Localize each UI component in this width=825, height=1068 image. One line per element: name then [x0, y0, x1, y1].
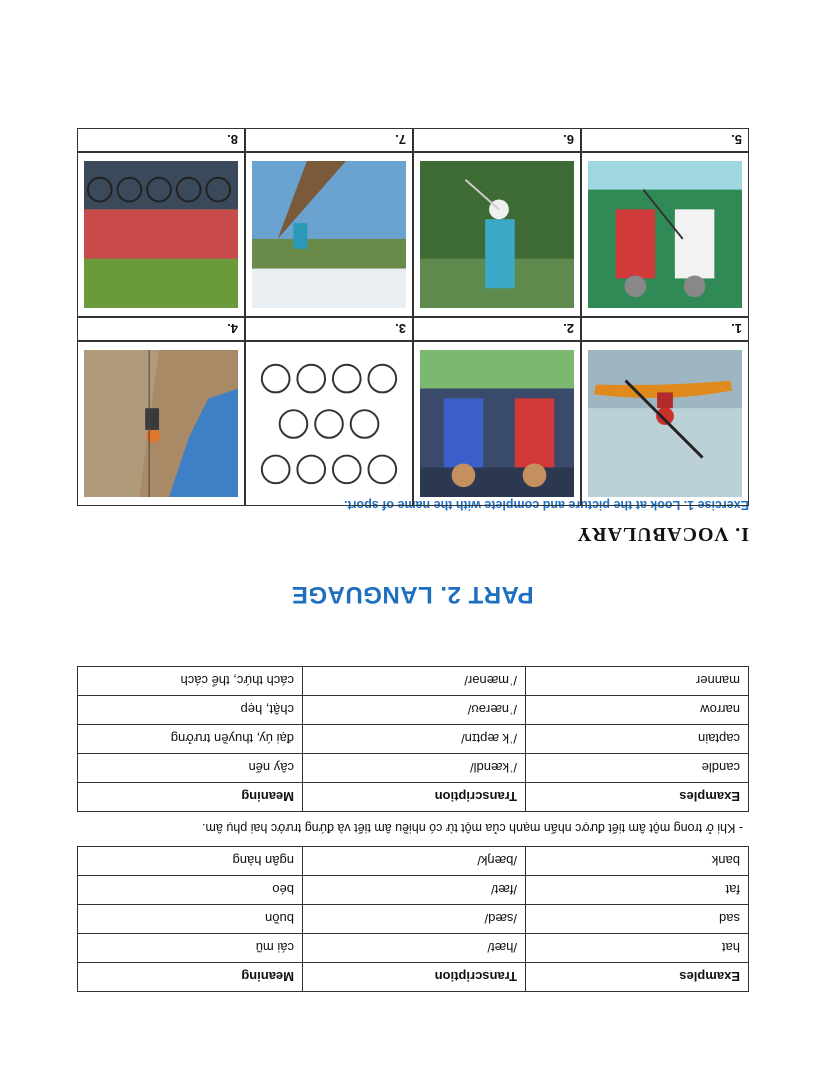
windsurfing-photo — [252, 161, 406, 308]
vocab-table-2 — [77, 666, 749, 812]
table-cell: /bæŋk/ — [303, 847, 526, 876]
column-header: Examples — [526, 963, 749, 992]
column-header: Transcription — [303, 783, 526, 812]
table-cell: manner — [526, 667, 749, 696]
exercise-instruction: Exercise 1. Look at the picture and complete with the name of sport. — [344, 498, 749, 512]
table-header-row — [78, 783, 749, 812]
table-cell: /ˈnærəʊ/ — [303, 696, 526, 725]
cycling-photo — [84, 161, 238, 308]
table-row — [78, 876, 749, 905]
table-row — [78, 754, 749, 783]
table-cell: cây nến — [78, 754, 303, 783]
picture-number: 1. — [581, 317, 749, 341]
table-cell: buồn — [78, 905, 303, 934]
table-row — [78, 905, 749, 934]
golf-photo — [420, 161, 574, 308]
table-row — [78, 934, 749, 963]
table-header-row — [78, 963, 749, 992]
picture-number: 3. — [245, 317, 413, 341]
picture-grid — [77, 130, 749, 506]
picture-number: 4. — [77, 317, 245, 341]
stress-rule-note: - Khi ở trong một âm tiết được nhấn mạnh của một từ có nhiều âm tiết và đứng trước hai phụ âm. — [202, 821, 743, 835]
part-title: PART 2. LANGUAGE — [291, 581, 534, 608]
picture-number: 7. — [245, 128, 413, 152]
section-heading: I. VOCABULARY — [576, 523, 749, 545]
table-row — [78, 725, 749, 754]
climbing-photo — [84, 350, 238, 497]
fencing-photo — [588, 161, 742, 308]
gymnastics-icons — [252, 350, 406, 497]
table-cell: /fæt/ — [303, 876, 526, 905]
picture-cell-climbing — [77, 341, 245, 506]
table-cell: bank — [526, 847, 749, 876]
table-cell: /ˈkændl/ — [303, 754, 526, 783]
picture-number: 6. — [413, 128, 581, 152]
picture-number: 8. — [77, 128, 245, 152]
picture-number: 2. — [413, 317, 581, 341]
table-cell: /hæt/ — [303, 934, 526, 963]
picture-cell-golf — [413, 152, 581, 317]
picture-cell-gymnastics — [245, 341, 413, 506]
table-row — [78, 847, 749, 876]
table-cell: /ˈk æptɪn/ — [303, 725, 526, 754]
picture-cell-fencing — [581, 152, 749, 317]
picture-cell-cycling — [77, 152, 245, 317]
table-cell: /ˈmænər/ — [303, 667, 526, 696]
table-cell: /sæd/ — [303, 905, 526, 934]
table-cell: cách thức, thể cách — [78, 667, 303, 696]
table-cell: chật, hẹp — [78, 696, 303, 725]
picture-cell-kayaking — [581, 341, 749, 506]
picture-cell-boxing — [413, 341, 581, 506]
table-cell: fat — [526, 876, 749, 905]
kayaking-photo — [588, 350, 742, 497]
table-cell: sad — [526, 905, 749, 934]
table-row — [78, 696, 749, 725]
boxing-photo — [420, 350, 574, 497]
column-header: Meaning — [78, 783, 303, 812]
column-header: Meaning — [78, 963, 303, 992]
table-cell: cái mũ — [78, 934, 303, 963]
table-cell: candle — [526, 754, 749, 783]
vocab-table-1 — [77, 846, 749, 992]
column-header: Transcription — [303, 963, 526, 992]
picture-cell-windsurfing — [245, 152, 413, 317]
table-row — [78, 667, 749, 696]
table-cell: narrow — [526, 696, 749, 725]
column-header: Examples — [526, 783, 749, 812]
table-cell: hat — [526, 934, 749, 963]
picture-number: 5. — [581, 128, 749, 152]
table-cell: béo — [78, 876, 303, 905]
table-cell: đại úy, thuyền trưởng — [78, 725, 303, 754]
table-cell: captain — [526, 725, 749, 754]
table-cell: ngân hàng — [78, 847, 303, 876]
